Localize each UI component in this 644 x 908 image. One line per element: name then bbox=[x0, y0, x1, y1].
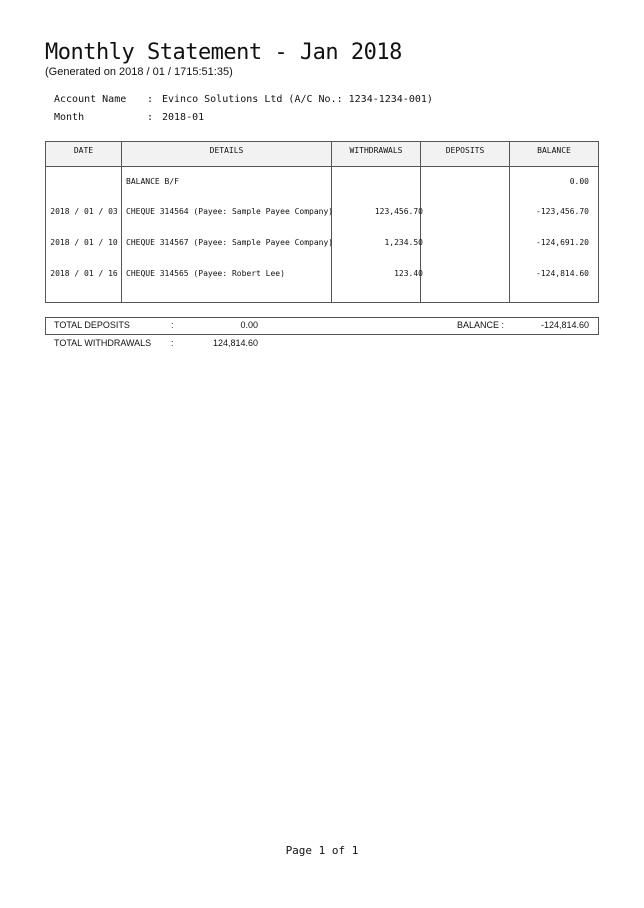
account-name-colon: : bbox=[147, 94, 154, 105]
total-deposits-colon: : bbox=[171, 320, 174, 330]
total-withdrawals-label: TOTAL WITHDRAWALS bbox=[54, 338, 152, 348]
generated-timestamp: (Generated on 2018 / 01 / 1715:51:35) bbox=[45, 66, 233, 78]
row-withdrawals: 1,234.50 bbox=[384, 238, 423, 247]
row-balance: -123,456.70 bbox=[536, 207, 589, 216]
header-balance: BALANCE bbox=[537, 146, 571, 155]
balance-value: -124,814.60 bbox=[540, 320, 589, 330]
row-balance: -124,691.20 bbox=[536, 238, 589, 247]
row-details: CHEQUE 314567 (Payee: Sample Payee Company) bbox=[126, 238, 334, 247]
row-withdrawals: 123,456.70 bbox=[374, 207, 423, 216]
transactions-table bbox=[45, 141, 599, 303]
total-withdrawals-colon: : bbox=[171, 338, 174, 348]
column-divider bbox=[509, 142, 510, 302]
month-colon: : bbox=[147, 112, 154, 123]
account-name-label: Account Name bbox=[54, 94, 127, 105]
page-number: Page 1 of 1 bbox=[285, 844, 359, 857]
row-balance: -124,814.60 bbox=[536, 269, 589, 278]
row-balance: 0.00 bbox=[569, 177, 589, 186]
balance-label: BALANCE : bbox=[457, 320, 505, 330]
row-date: 2018 / 01 / 10 bbox=[50, 238, 118, 247]
header-withdrawals: WITHDRAWALS bbox=[349, 146, 403, 155]
month-label: Month bbox=[54, 112, 85, 123]
total-deposits-value: 0.00 bbox=[240, 320, 258, 330]
row-date: 2018 / 01 / 03 bbox=[50, 207, 118, 216]
column-divider bbox=[420, 142, 421, 302]
column-divider bbox=[331, 142, 332, 302]
row-details: BALANCE B/F bbox=[126, 177, 179, 186]
row-details: CHEQUE 314565 (Payee: Robert Lee) bbox=[126, 269, 285, 278]
header-deposits: DEPOSITS bbox=[445, 146, 485, 155]
statement-title: Monthly Statement - Jan 2018 bbox=[45, 40, 402, 65]
column-divider bbox=[121, 142, 122, 302]
account-name-value: Evinco Solutions Ltd (A/C No.: 1234-1234-001) bbox=[162, 94, 433, 105]
header-details: DETAILS bbox=[209, 146, 244, 155]
row-withdrawals: 123.40 bbox=[394, 269, 423, 278]
row-details: CHEQUE 314564 (Payee: Sample Payee Company) bbox=[126, 207, 334, 216]
header-date: DATE bbox=[73, 146, 94, 155]
month-value: 2018-01 bbox=[162, 112, 205, 123]
total-deposits-label: TOTAL DEPOSITS bbox=[54, 320, 130, 330]
row-date: 2018 / 01 / 16 bbox=[50, 269, 118, 278]
total-withdrawals-value: 124,814.60 bbox=[212, 338, 258, 348]
